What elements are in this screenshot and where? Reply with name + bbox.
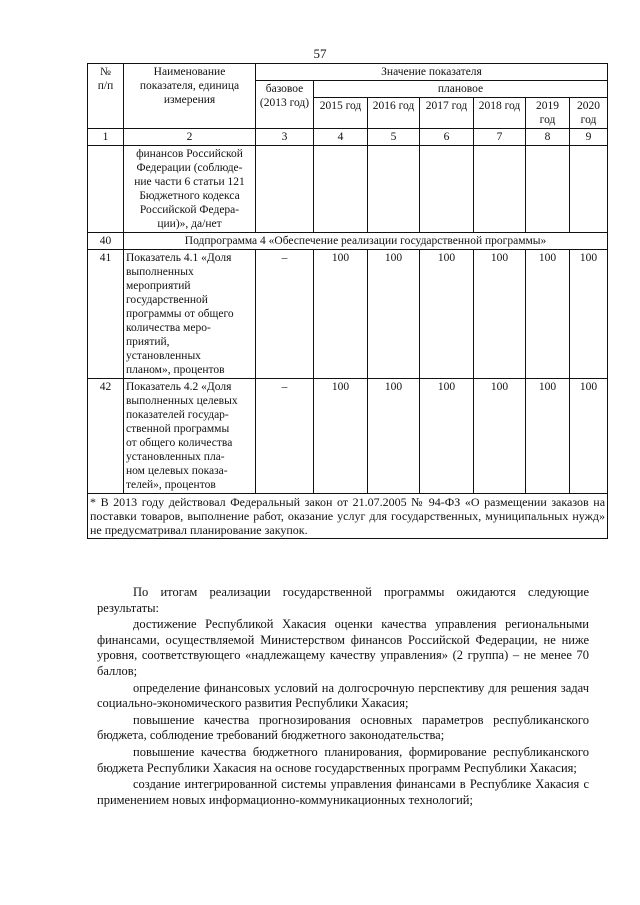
row-value: 100 (368, 379, 420, 494)
header-base: базовое (2013 год) (256, 81, 314, 129)
row-base: – (256, 250, 314, 379)
header-year: 2018 год (474, 98, 526, 129)
row-value: 100 (526, 379, 570, 494)
continued-row (88, 146, 608, 233)
row-value: 100 (314, 379, 368, 494)
table-row (88, 250, 608, 379)
header-year: 2016 год (368, 98, 420, 129)
header-year: 2019 год (526, 98, 570, 129)
subprogram-num: 40 (88, 233, 124, 250)
column-index: 7 (474, 129, 526, 146)
column-index: 9 (570, 129, 608, 146)
header-year: 2020 год (570, 98, 608, 129)
row-name: Показатель 4.2 «Доля выполненных целевых показателей государ- ственной программы от общего количества установленных пла- ном целевых показа- телей», процентов (124, 379, 256, 494)
column-index: 5 (368, 129, 420, 146)
column-index: 8 (526, 129, 570, 146)
row-name: Показатель 4.1 «Доля выполненных мероприятий государственной программы от общего количества меро- приятий, установленных планом», процентов (124, 250, 256, 379)
column-index: 1 (88, 129, 124, 146)
body-text (97, 585, 589, 808)
paragraph: повышение качества бюджетного планирования, формирование республиканского бюджета Республики Хакасия на основе государственных программ Республики Хакасия; (97, 744, 589, 775)
column-index-row (88, 129, 608, 146)
row-value: 100 (314, 250, 368, 379)
paragraph: определение финансовых условий на долгосрочную перспективу для решения задач социально-экономического развития Республики Хакасия; (97, 680, 589, 711)
footnote-row (88, 494, 608, 539)
paragraph: достижение Республикой Хакасия оценки качества управления региональными финансами, осуществляемой Министерством финансов Российской Федерации, не ниже уровня, соответствующего «надлежащему качеству управления» (2 группа) – не менее 70 баллов; (97, 617, 589, 678)
header-name: Наименование показателя, единица измерения (124, 64, 256, 129)
table-footnote: * В 2013 году действовал Федеральный закон от 21.07.2005 № 94-ФЗ «О размещении заказов на поставки товаров, выполнение работ, оказание услуг для государственных, муниципальных нужд» не предусматривал планирование закупок. (88, 494, 608, 539)
row-value: 100 (526, 250, 570, 379)
indicators-table (87, 63, 608, 539)
row-value: 100 (474, 379, 526, 494)
column-index: 6 (420, 129, 474, 146)
table-row (88, 379, 608, 494)
column-index: 4 (314, 129, 368, 146)
row-value: 100 (420, 250, 474, 379)
header-year: 2015 год (314, 98, 368, 129)
row-value: 100 (368, 250, 420, 379)
page-number: 57 (313, 46, 327, 61)
column-index: 3 (256, 129, 314, 146)
header-num: № п/п (88, 64, 124, 129)
header-value-group: Значение показателя (256, 64, 608, 81)
paragraph: создание интегрированной системы управления финансами в Республике Хакасия с применением новых информационно-коммуникационных технологий; (97, 777, 589, 807)
row-value: 100 (570, 379, 608, 494)
header-row-1 (88, 64, 608, 81)
row-value: 100 (420, 379, 474, 494)
row-num: 42 (88, 379, 124, 494)
continued-text: финансов Российской Федерации (соблюде- ние части 6 статьи 121 Бюджетного кодекса Российской Федера- ции)», да/нет (124, 146, 256, 233)
column-index: 2 (124, 129, 256, 146)
row-num: 41 (88, 250, 124, 379)
row-value: 100 (474, 250, 526, 379)
header-planned: плановое (314, 81, 608, 98)
row-value: 100 (570, 250, 608, 379)
header-year: 2017 год (420, 98, 474, 129)
paragraph: повышение качества прогнозирования основных параметров республиканского бюджета, соблюдение требований бюджетного законодательства; (97, 712, 589, 743)
subprogram-title: Подпрограмма 4 «Обеспечение реализации государственной программы» (124, 233, 608, 250)
row-base: – (256, 379, 314, 494)
paragraph: По итогам реализации государственной программы ожидаются следующие результаты: (97, 585, 589, 615)
subprogram-row (88, 233, 608, 250)
